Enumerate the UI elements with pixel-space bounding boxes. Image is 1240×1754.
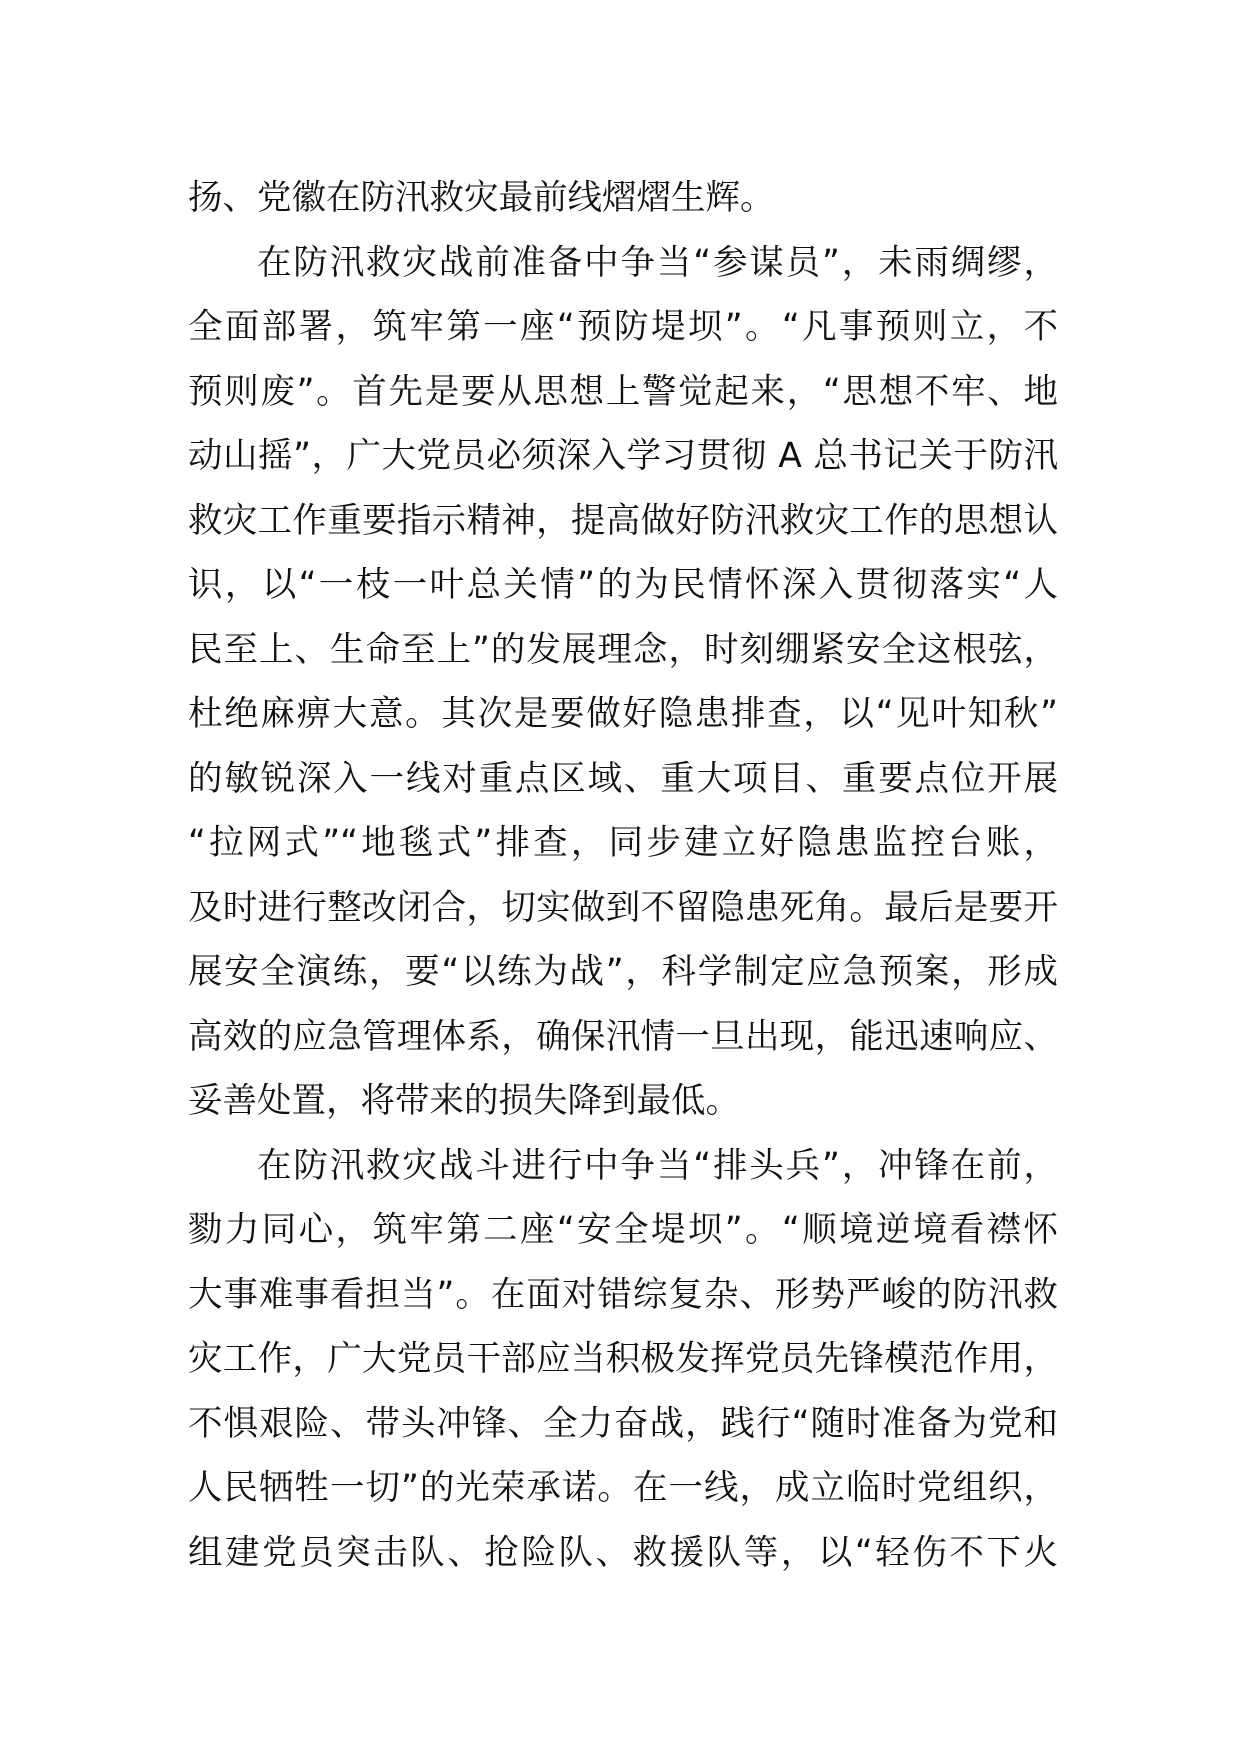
text-line: 及时进行整改闭合，切实做到不留隐患死角。最后是要开: [188, 887, 1058, 928]
text-line: 组建党员突击队、抢险队、救援队等，以“轻伤不下火: [188, 1532, 1058, 1573]
text-line: 大事难事看担当”。在面对错综复杂、形势严峻的防汛救: [188, 1274, 1058, 1315]
paragraph-first-line: 在防汛救灾战斗进行中争当“排头兵”，冲锋在前，: [257, 1145, 1058, 1186]
text-line: 灾工作，广大党员干部应当积极发挥党员先锋模范作用，: [188, 1339, 1058, 1379]
text-line: 救灾工作重要指示精神，提高做好防汛救灾工作的思想认: [188, 500, 1058, 541]
text-line: 不惧艰险、带头冲锋、全力奋战，践行“随时准备为党和: [188, 1403, 1058, 1444]
paragraph-first-line: 在防汛救灾战前准备中争当“参谋员”，未雨绸缪，: [257, 242, 1058, 283]
text-line: 民至上、生命至上”的发展理念，时刻绷紧安全这根弦，: [188, 629, 1058, 670]
text-line: 动山摇”，广大党员必须深入学习贯彻 A 总书记关于防汛: [188, 436, 1058, 476]
text-line: 人民牺牲一切”的光荣承诺。在一线，成立临时党组织，: [188, 1468, 1058, 1508]
text-line: 扬、党徽在防汛救灾最前线熠熠生辉。: [188, 178, 775, 218]
text-line: 识，以“一枝一叶总关情”的为民情怀深入贯彻落实“人: [188, 565, 1058, 605]
document-body: [188, 166, 1058, 1585]
text-line: 展安全演练，要“以练为战”，科学制定应急预案，形成: [188, 952, 1058, 992]
text-line: 全面部署，筑牢第一座“预防堤坝”。“凡事预则立，不: [188, 307, 1058, 347]
text-line: 高效的应急管理体系，确保汛情一旦出现，能迅速响应、: [188, 1016, 1058, 1057]
text-line: 杜绝麻痹大意。其次是要做好隐患排查，以“见叶知秋”: [188, 694, 1058, 734]
text-line: 的敏锐深入一线对重点区域、重大项目、重要点位开展: [188, 758, 1058, 799]
text-line: 预则废”。首先是要从思想上警觉起来，“思想不牢、地: [188, 371, 1058, 412]
text-line: “拉网式”“地毯式”排查，同步建立好隐患监控台账，: [188, 823, 1058, 863]
text-line: 勠力同心，筑牢第二座“安全堤坝”。“顺境逆境看襟怀: [188, 1210, 1058, 1250]
text-line: 妥善处置，将带来的损失降到最低。: [188, 1081, 740, 1121]
